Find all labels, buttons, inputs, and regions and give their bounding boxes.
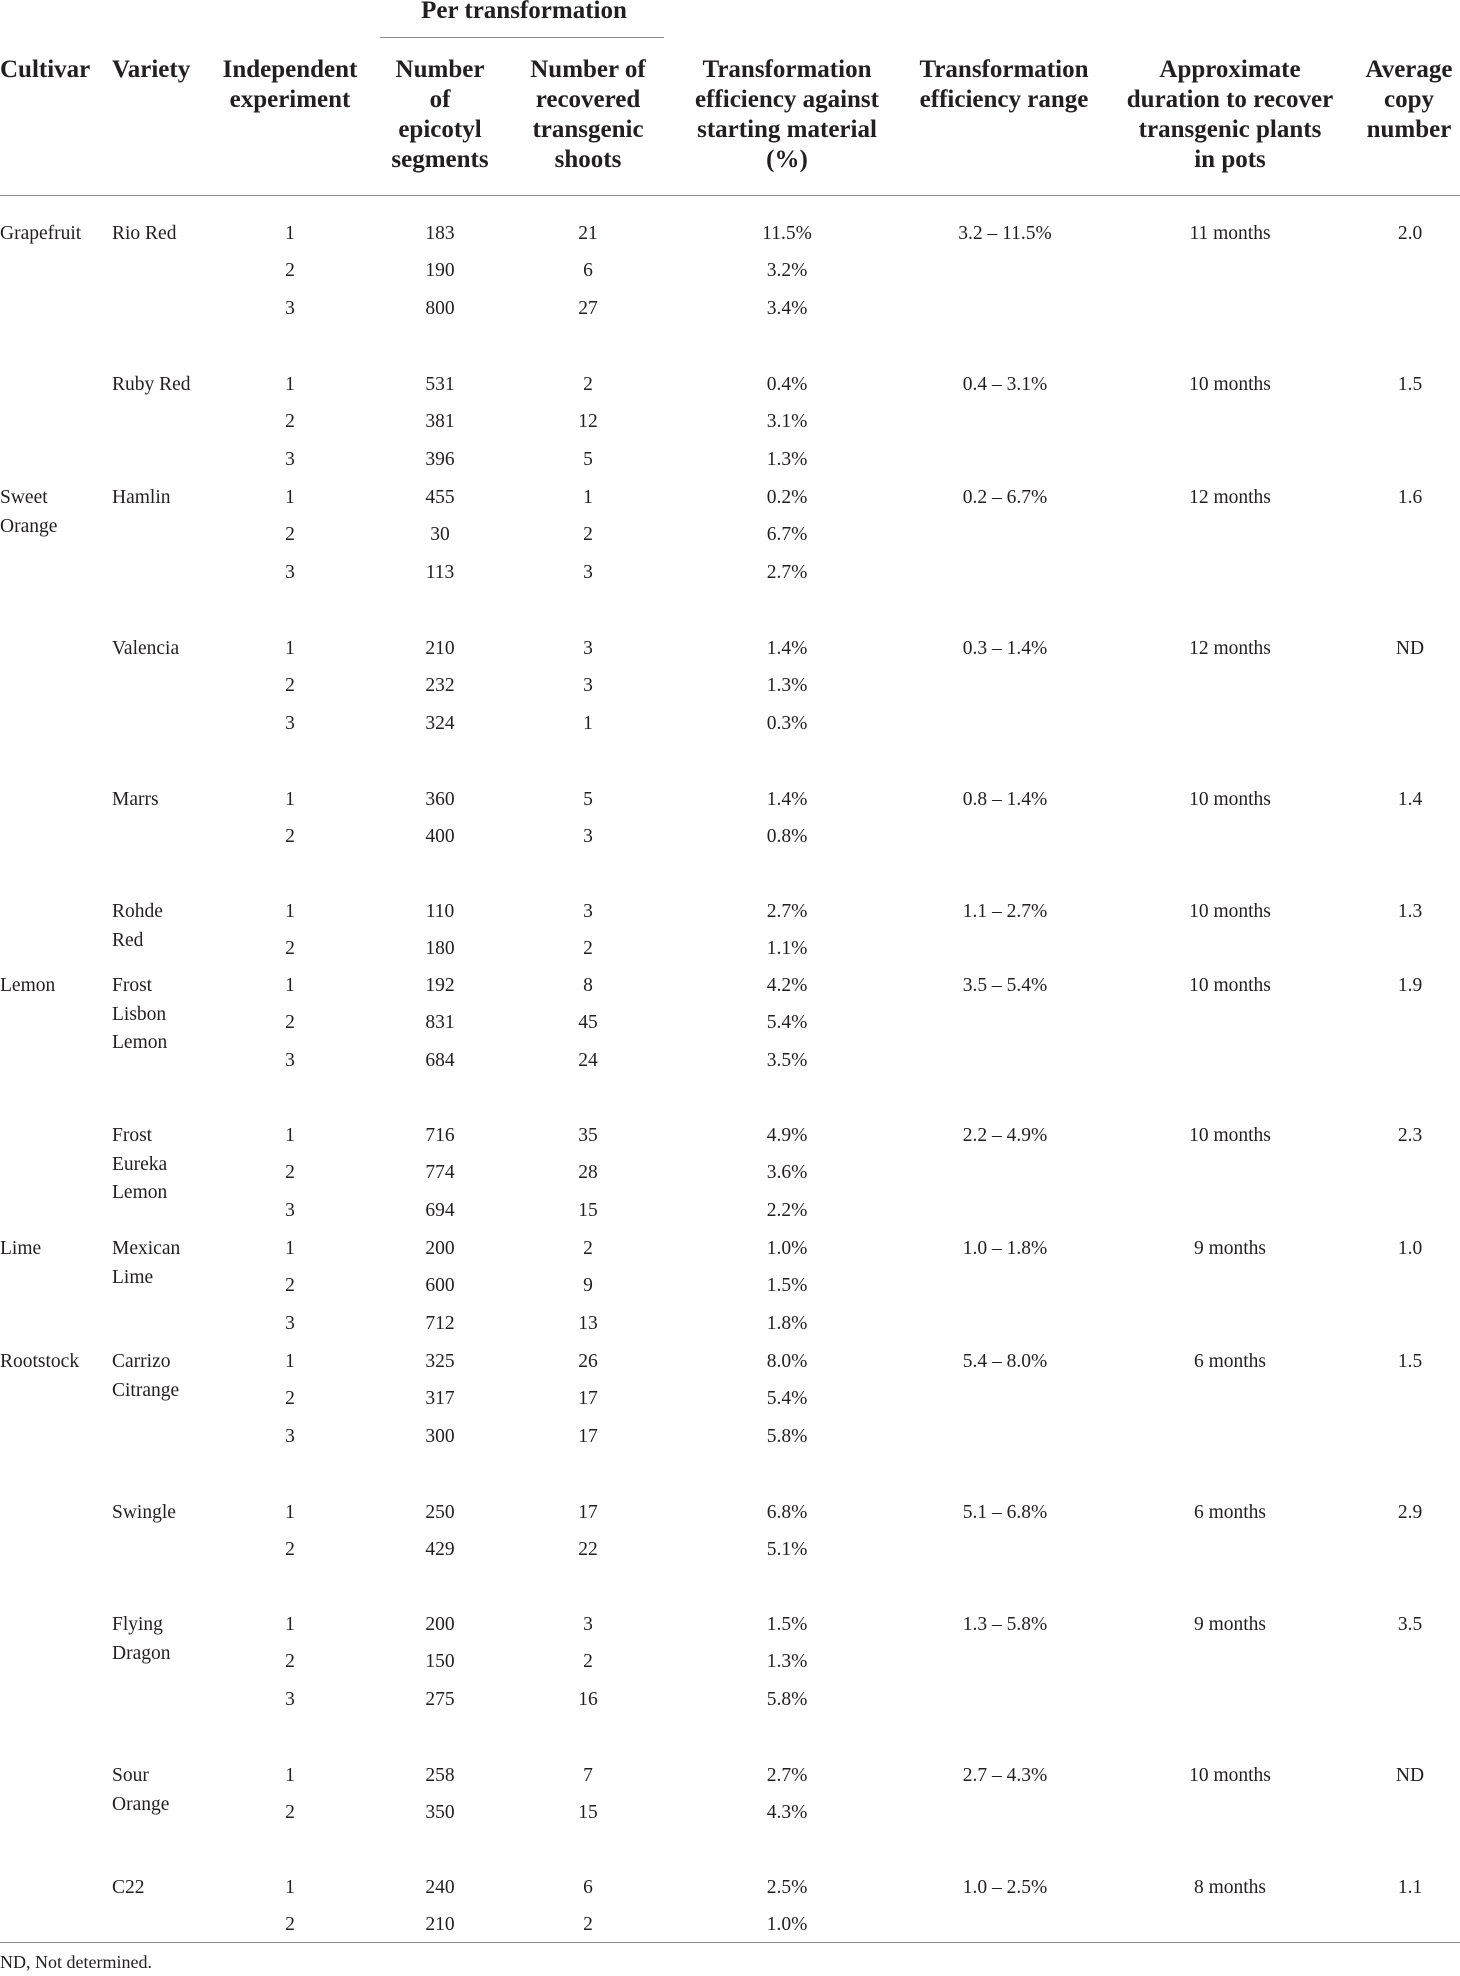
experiment-number: 3 — [285, 712, 295, 734]
epicotyl-segments-count: 324 — [425, 712, 455, 734]
average-copy-number: 1.3 — [1397, 901, 1423, 922]
average-copy-number: 1.1 — [1397, 1877, 1423, 1898]
epicotyl-segments-count: 716 — [425, 1125, 455, 1146]
variety-label: Rio Red — [112, 223, 177, 244]
transgenic-shoots-count: 1 — [583, 712, 593, 734]
experiment-number: 1 — [285, 901, 295, 922]
average-copy-number: 1.6 — [1397, 487, 1423, 508]
experiment-number: 3 — [285, 1049, 295, 1071]
transgenic-shoots-count: 28 — [578, 1162, 598, 1184]
recovery-duration: 11 months — [1189, 223, 1271, 244]
transformation-efficiency: 1.3% — [766, 448, 808, 470]
efficiency-range: 3.2 – 11.5% — [958, 223, 1052, 244]
average-copy-number: ND — [1395, 1765, 1425, 1786]
cultivar-label: Lime — [0, 1238, 42, 1259]
transgenic-shoots-count: 2 — [583, 1238, 593, 1259]
epicotyl-segments-count: 360 — [425, 789, 455, 810]
transformation-efficiency: 0.3% — [766, 712, 808, 734]
variety-label: Lime — [112, 1266, 154, 1288]
variety-label: Hamlin — [112, 487, 171, 508]
col-header-range: Transformation efficiency range — [919, 56, 1089, 113]
variety-label: Red — [112, 929, 144, 951]
average-copy-number: 1.4 — [1397, 789, 1423, 810]
transformation-efficiency: 1.3% — [766, 675, 808, 697]
transgenic-shoots-count: 21 — [578, 223, 598, 244]
epicotyl-segments-count: 110 — [425, 901, 455, 922]
epicotyl-segments-count: 396 — [425, 448, 455, 470]
col-header-shoots: Number of recovered transgenic shoots — [530, 56, 646, 173]
transformation-efficiency: 5.4% — [766, 1012, 808, 1034]
variety-label: Flying — [112, 1614, 163, 1635]
col-header-variety: Variety — [112, 56, 191, 83]
experiment-number: 2 — [285, 1802, 295, 1824]
transgenic-shoots-count: 5 — [583, 789, 593, 810]
epicotyl-segments-count: 210 — [425, 1914, 455, 1936]
experiment-number: 3 — [285, 297, 295, 319]
average-copy-number: 1.9 — [1397, 975, 1423, 996]
variety-label: Frost — [112, 975, 153, 996]
epicotyl-segments-count: 180 — [425, 938, 455, 960]
experiment-number: 3 — [285, 561, 295, 583]
efficiency-range: 1.0 – 2.5% — [962, 1877, 1048, 1898]
cultivar-label: Grapefruit — [0, 223, 82, 244]
transgenic-shoots-count: 8 — [583, 975, 593, 996]
experiment-number: 2 — [285, 1914, 295, 1936]
experiment-number: 1 — [285, 1125, 295, 1146]
transformation-efficiency: 0.4% — [766, 374, 808, 395]
transgenic-shoots-count: 27 — [578, 297, 598, 319]
col-header-cultivar: Cultivar — [0, 56, 91, 83]
transgenic-shoots-count: 45 — [578, 1012, 598, 1034]
transformation-efficiency: 1.0% — [766, 1238, 808, 1259]
group-header-per-transformation: Per transformation — [421, 0, 627, 24]
epicotyl-segments-count: 190 — [425, 260, 455, 282]
group-header-underline — [380, 37, 664, 38]
recovery-duration: 10 months — [1189, 374, 1271, 395]
efficiency-range: 0.8 – 1.4% — [962, 789, 1048, 810]
transgenic-shoots-count: 2 — [583, 1651, 593, 1673]
transformation-efficiency: 4.3% — [766, 1802, 808, 1824]
transgenic-shoots-count: 13 — [578, 1312, 598, 1334]
transformation-efficiency: 1.4% — [766, 638, 808, 659]
epicotyl-segments-count: 113 — [425, 561, 455, 583]
transformation-efficiency: 5.8% — [766, 1688, 808, 1710]
variety-label: Lisbon — [112, 1003, 167, 1025]
experiment-number: 1 — [285, 789, 295, 810]
transgenic-shoots-count: 3 — [583, 561, 593, 583]
epicotyl-segments-count: 600 — [425, 1275, 455, 1297]
efficiency-range: 2.7 – 4.3% — [962, 1765, 1048, 1786]
efficiency-range: 0.4 – 3.1% — [962, 374, 1048, 395]
experiment-number: 2 — [285, 1012, 295, 1034]
efficiency-range: 1.0 – 1.8% — [962, 1238, 1048, 1259]
table-bottom-rule — [0, 1942, 1460, 1943]
transgenic-shoots-count: 3 — [583, 826, 593, 848]
recovery-duration: 9 months — [1193, 1238, 1267, 1259]
transformation-efficiency: 8.0% — [766, 1351, 808, 1372]
transformation-efficiency: 6.8% — [766, 1502, 808, 1523]
epicotyl-segments-count: 200 — [425, 1614, 455, 1635]
transgenic-shoots-count: 5 — [583, 448, 593, 470]
efficiency-range: 5.4 – 8.0% — [962, 1351, 1048, 1372]
experiment-number: 2 — [285, 524, 295, 546]
col-header-duration: Approximate duration to recover transgenic plants in pots — [1126, 56, 1334, 173]
transgenic-shoots-count: 3 — [583, 901, 593, 922]
recovery-duration: 9 months — [1193, 1614, 1267, 1635]
epicotyl-segments-count: 250 — [425, 1502, 455, 1523]
epicotyl-segments-count: 712 — [425, 1312, 455, 1334]
epicotyl-segments-count: 150 — [425, 1651, 455, 1673]
experiment-number: 1 — [285, 1238, 295, 1259]
experiment-number: 3 — [285, 1312, 295, 1334]
epicotyl-segments-count: 300 — [425, 1425, 455, 1447]
variety-label: C22 — [112, 1877, 145, 1898]
variety-label: Citrange — [112, 1379, 180, 1401]
efficiency-range: 3.5 – 5.4% — [962, 975, 1048, 996]
cultivar-label: Lemon — [0, 975, 56, 996]
experiment-number: 1 — [285, 975, 295, 996]
epicotyl-segments-count: 429 — [425, 1539, 455, 1561]
efficiency-range: 5.1 – 6.8% — [962, 1502, 1048, 1523]
col-header-experiment: Independent experiment — [222, 56, 358, 113]
transformation-efficiency: 1.1% — [766, 938, 808, 960]
transgenic-shoots-count: 1 — [583, 487, 593, 508]
epicotyl-segments-count: 210 — [425, 638, 455, 659]
variety-label: Lemon — [112, 1182, 168, 1203]
transformation-efficiency: 3.5% — [766, 1049, 808, 1071]
average-copy-number: 3.5 — [1397, 1614, 1423, 1635]
epicotyl-segments-count: 240 — [425, 1877, 455, 1898]
transgenic-shoots-count: 16 — [578, 1688, 598, 1710]
transformation-efficiency: 3.2% — [766, 260, 808, 282]
epicotyl-segments-count: 200 — [425, 1238, 455, 1259]
transformation-efficiency: 5.8% — [766, 1425, 808, 1447]
col-header-segments: Number of epicotyl segments — [391, 56, 489, 173]
transformation-efficiency: 3.1% — [766, 411, 808, 433]
cultivar-label: Orange — [0, 515, 58, 537]
cultivar-label: Sweet — [0, 487, 48, 508]
epicotyl-segments-count: 381 — [425, 411, 455, 433]
variety-label: Sour — [112, 1765, 149, 1786]
transgenic-shoots-count: 17 — [578, 1502, 598, 1523]
average-copy-number: 2.9 — [1397, 1502, 1423, 1523]
transgenic-shoots-count: 26 — [578, 1351, 598, 1372]
average-copy-number: 1.5 — [1397, 1351, 1423, 1372]
transformation-efficiency: 1.5% — [766, 1275, 808, 1297]
experiment-number: 2 — [285, 411, 295, 433]
epicotyl-segments-count: 275 — [425, 1688, 455, 1710]
experiment-number: 1 — [285, 1765, 295, 1786]
transgenic-shoots-count: 2 — [583, 524, 593, 546]
recovery-duration: 10 months — [1189, 1765, 1271, 1786]
experiment-number: 2 — [285, 1539, 295, 1561]
transformation-efficiency: 2.7% — [766, 561, 808, 583]
transformation-efficiency: 1.3% — [766, 1651, 808, 1673]
experiment-number: 2 — [285, 1162, 295, 1184]
efficiency-range: 2.2 – 4.9% — [962, 1125, 1048, 1146]
recovery-duration: 10 months — [1189, 901, 1271, 922]
transgenic-shoots-count: 12 — [578, 411, 598, 433]
experiment-number: 3 — [285, 1688, 295, 1710]
epicotyl-segments-count: 800 — [425, 297, 455, 319]
transgenic-shoots-count: 9 — [583, 1275, 593, 1297]
epicotyl-segments-count: 350 — [425, 1802, 455, 1824]
epicotyl-segments-count: 232 — [425, 675, 455, 697]
experiment-number: 3 — [285, 448, 295, 470]
transgenic-shoots-count: 6 — [583, 1877, 593, 1898]
transformation-efficiency: 2.2% — [766, 1199, 808, 1221]
variety-label: Dragon — [112, 1642, 171, 1664]
efficiency-range: 0.2 – 6.7% — [962, 487, 1048, 508]
epicotyl-segments-count: 183 — [425, 223, 455, 244]
transgenic-shoots-count: 3 — [583, 675, 593, 697]
recovery-duration: 12 months — [1189, 487, 1271, 508]
epicotyl-segments-count: 455 — [425, 487, 455, 508]
cultivar-label: Rootstock — [0, 1351, 80, 1372]
recovery-duration: 10 months — [1189, 975, 1271, 996]
transgenic-shoots-count: 22 — [578, 1539, 598, 1561]
experiment-number: 1 — [285, 638, 295, 659]
variety-label: Frost — [112, 1125, 153, 1146]
epicotyl-segments-count: 831 — [425, 1012, 455, 1034]
recovery-duration: 6 months — [1193, 1502, 1267, 1523]
experiment-number: 1 — [285, 1502, 295, 1523]
epicotyl-segments-count: 694 — [425, 1199, 455, 1221]
average-copy-number: 1.0 — [1397, 1238, 1423, 1259]
epicotyl-segments-count: 192 — [425, 975, 455, 996]
experiment-number: 3 — [285, 1199, 295, 1221]
transgenic-shoots-count: 24 — [578, 1049, 598, 1071]
transformation-efficiency: 5.1% — [766, 1539, 808, 1561]
experiment-number: 3 — [285, 1425, 295, 1447]
variety-label: Eureka — [112, 1153, 168, 1175]
experiment-number: 2 — [285, 1651, 295, 1673]
experiment-number: 1 — [285, 1877, 295, 1898]
epicotyl-segments-count: 531 — [425, 374, 455, 395]
transformation-efficiency: 4.9% — [766, 1125, 808, 1146]
recovery-duration: 6 months — [1193, 1351, 1267, 1372]
average-copy-number: 2.0 — [1397, 223, 1423, 244]
transgenic-shoots-count: 17 — [578, 1425, 598, 1447]
efficiency-range: 1.3 – 5.8% — [962, 1614, 1048, 1635]
experiment-number: 1 — [285, 223, 295, 244]
experiment-number: 1 — [285, 1351, 295, 1372]
epicotyl-segments-count: 684 — [425, 1049, 455, 1071]
transformation-efficiency: 3.4% — [766, 297, 808, 319]
variety-label: Mexican — [112, 1238, 181, 1259]
transgenic-shoots-count: 2 — [583, 1914, 593, 1936]
average-copy-number: 2.3 — [1397, 1125, 1423, 1146]
transgenic-shoots-count: 35 — [578, 1125, 598, 1146]
variety-label: Ruby Red — [112, 374, 191, 395]
transgenic-shoots-count: 3 — [583, 1614, 593, 1635]
transgenic-shoots-count: 2 — [583, 938, 593, 960]
transgenic-shoots-count: 15 — [578, 1199, 598, 1221]
transformation-efficiency: 2.7% — [766, 1765, 808, 1786]
experiment-number: 2 — [285, 938, 295, 960]
transformation-efficiency: 0.2% — [766, 487, 808, 508]
experiment-number: 1 — [285, 374, 295, 395]
transformation-efficiency: 1.0% — [766, 1914, 808, 1936]
variety-label: Rohde — [112, 901, 163, 922]
experiment-number: 2 — [285, 826, 295, 848]
header-bottom-rule — [0, 195, 1460, 196]
experiment-number: 2 — [285, 1275, 295, 1297]
average-copy-number: 1.5 — [1397, 374, 1423, 395]
transformation-efficiency: 5.4% — [766, 1388, 808, 1410]
experiment-number: 2 — [285, 675, 295, 697]
transgenic-shoots-count: 15 — [578, 1802, 598, 1824]
epicotyl-segments-count: 30 — [430, 524, 450, 546]
epicotyl-segments-count: 774 — [425, 1162, 455, 1184]
transgenic-shoots-count: 3 — [583, 638, 593, 659]
epicotyl-segments-count: 317 — [425, 1388, 455, 1410]
transformation-efficiency: 11.5% — [762, 223, 812, 244]
col-header-copy-number: Average copy number — [1365, 56, 1453, 143]
transgenic-shoots-count: 7 — [583, 1765, 593, 1786]
experiment-number: 1 — [285, 1614, 295, 1635]
variety-label: Carrizo — [112, 1351, 171, 1372]
epicotyl-segments-count: 325 — [425, 1351, 455, 1372]
efficiency-range: 0.3 – 1.4% — [962, 638, 1048, 659]
transgenic-shoots-count: 2 — [583, 374, 593, 395]
transformation-efficiency: 2.7% — [766, 901, 808, 922]
transformation-efficiency: 0.8% — [766, 826, 808, 848]
recovery-duration: 10 months — [1189, 1125, 1271, 1146]
recovery-duration: 10 months — [1189, 789, 1271, 810]
experiment-number: 2 — [285, 1388, 295, 1410]
variety-label: Valencia — [112, 638, 180, 659]
col-header-efficiency: Transformation efficiency against starting material (%) — [695, 56, 879, 173]
variety-label: Marrs — [112, 789, 159, 810]
efficiency-range: 1.1 – 2.7% — [962, 901, 1048, 922]
transformation-efficiency: 4.2% — [766, 975, 808, 996]
transformation-efficiency: 2.5% — [766, 1877, 808, 1898]
footnote: ND, Not determined. — [0, 1952, 152, 1972]
transgenic-shoots-count: 17 — [578, 1388, 598, 1410]
recovery-duration: 8 months — [1193, 1877, 1267, 1898]
experiment-number: 2 — [285, 260, 295, 282]
transformation-efficiency: 1.5% — [766, 1614, 808, 1635]
experiment-number: 1 — [285, 487, 295, 508]
transformation-efficiency: 1.4% — [766, 789, 808, 810]
transgenic-shoots-count: 6 — [583, 260, 593, 282]
average-copy-number: ND — [1395, 638, 1425, 659]
transformation-efficiency: 6.7% — [766, 524, 808, 546]
variety-label: Orange — [112, 1793, 170, 1815]
recovery-duration: 12 months — [1189, 638, 1271, 659]
variety-label: Swingle — [112, 1502, 176, 1523]
epicotyl-segments-count: 258 — [425, 1765, 455, 1786]
variety-label: Lemon — [112, 1032, 168, 1053]
epicotyl-segments-count: 400 — [425, 826, 455, 848]
transformation-efficiency: 1.8% — [766, 1312, 808, 1334]
transformation-efficiency: 3.6% — [766, 1162, 808, 1184]
